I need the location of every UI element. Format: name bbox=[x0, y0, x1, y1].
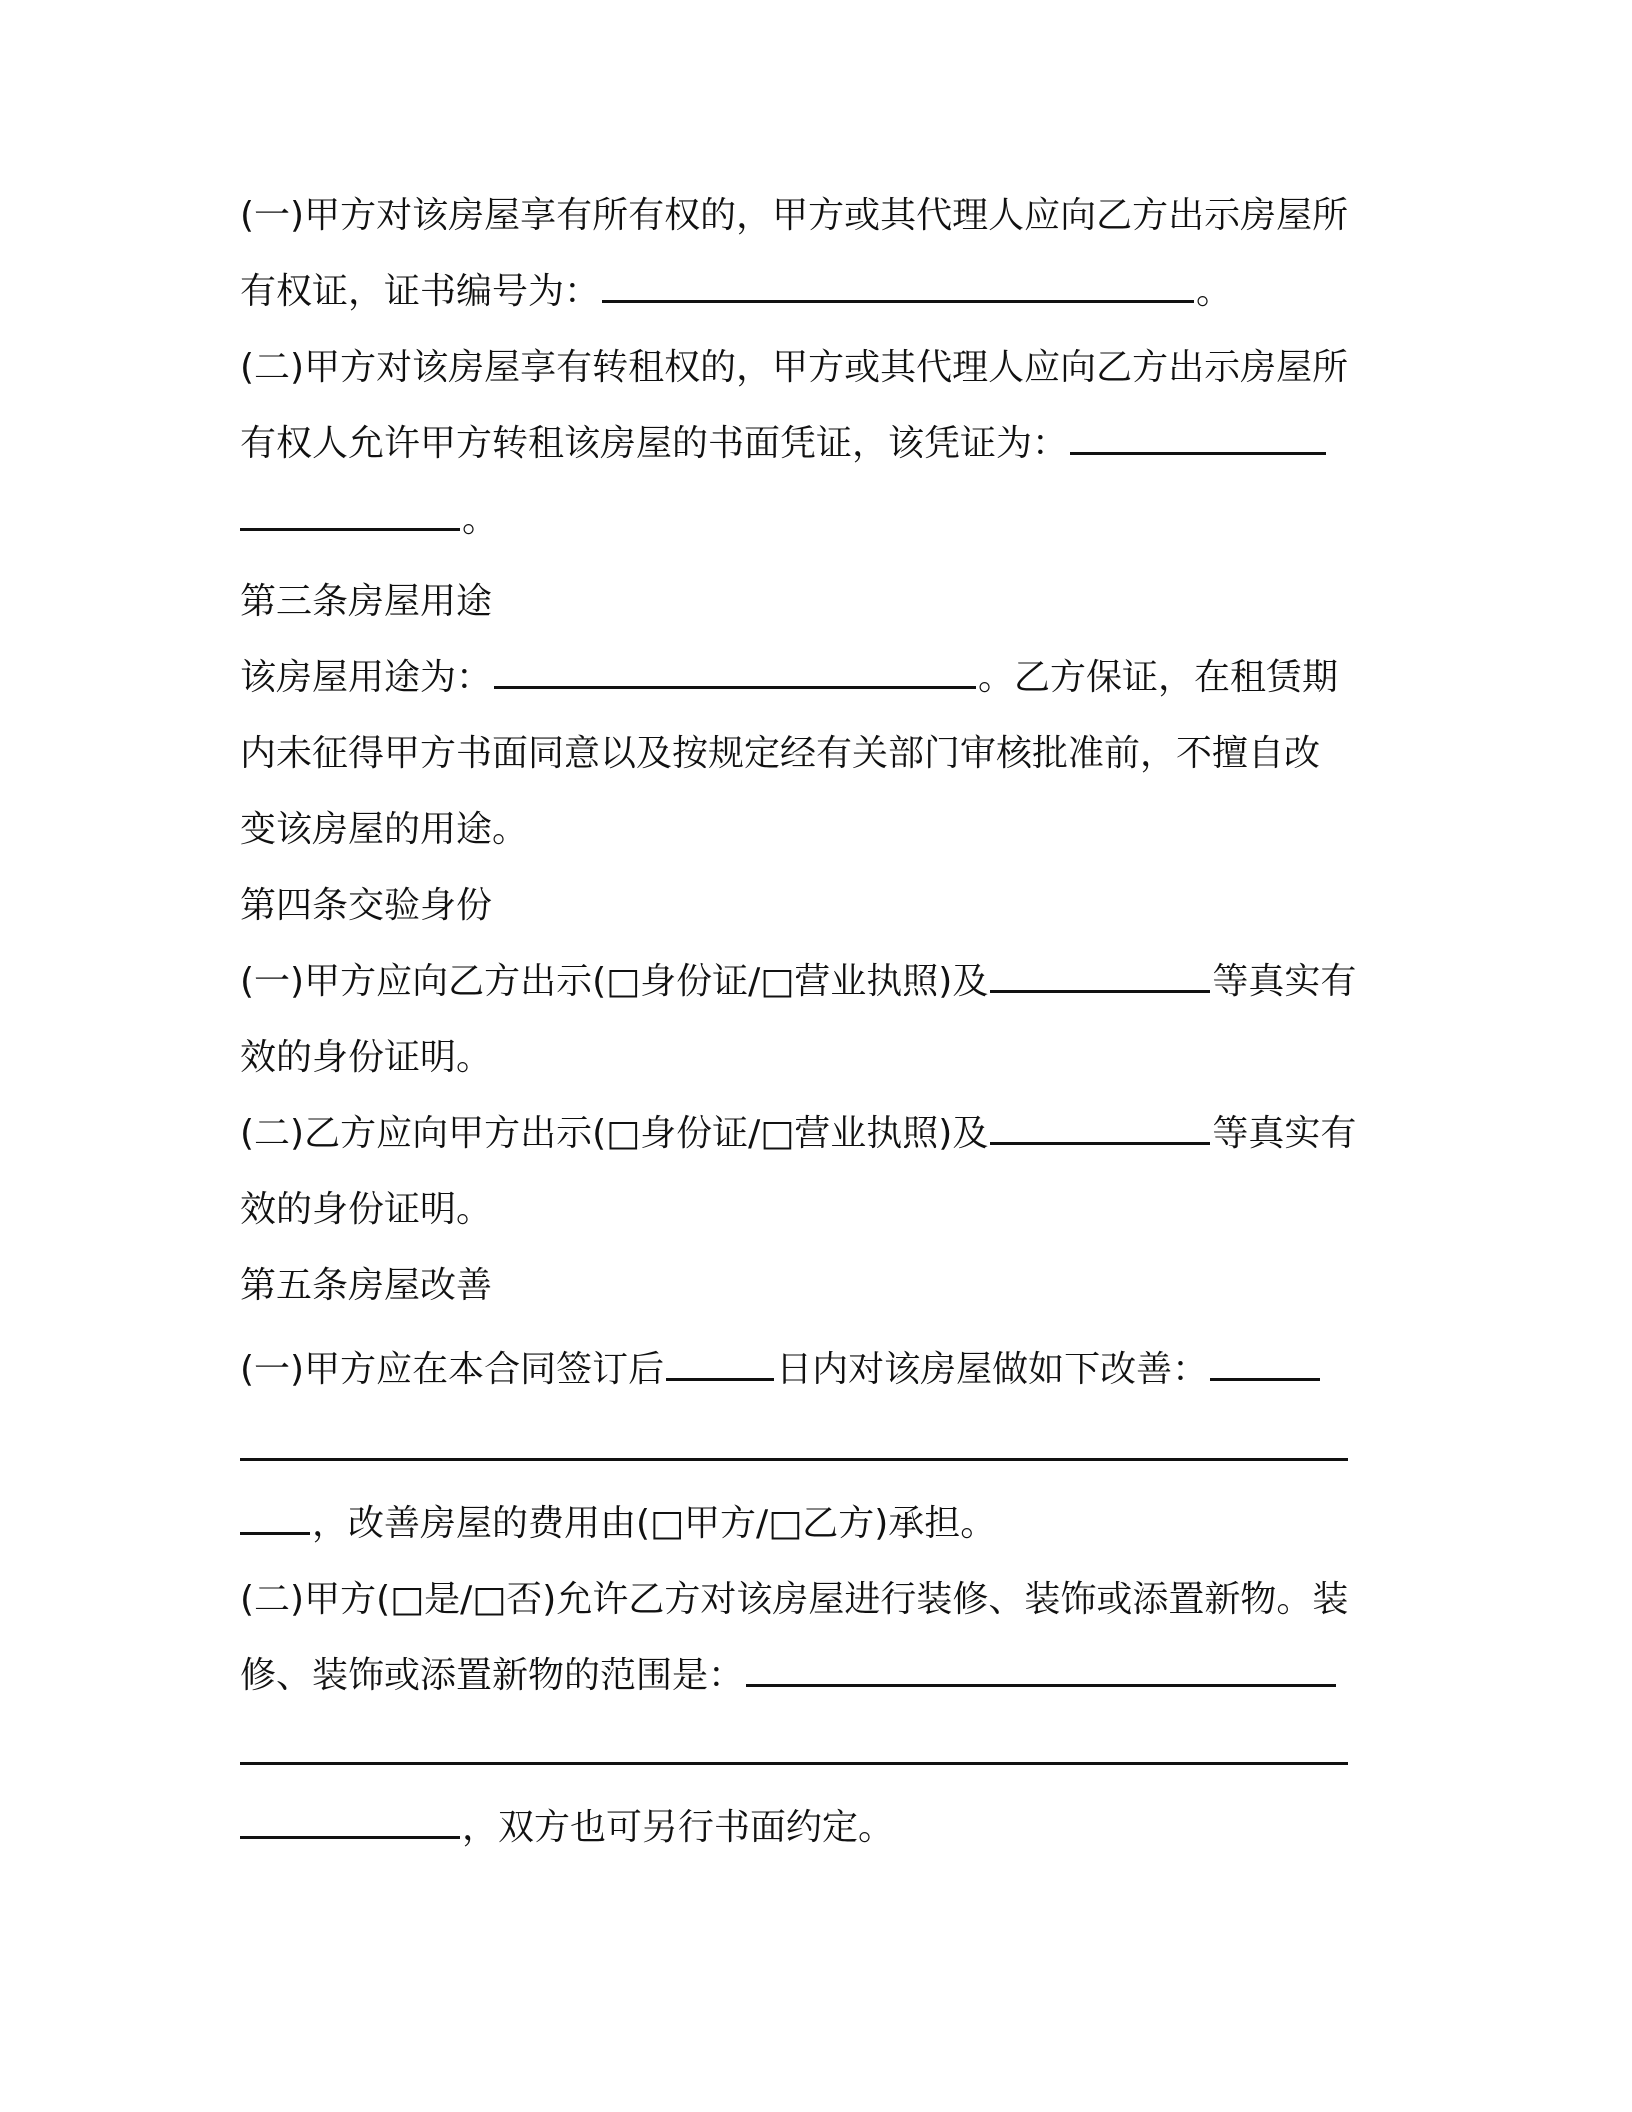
clause-text-line bbox=[240, 1340, 1322, 1400]
decoration-scope-blank-cont[interactable] bbox=[240, 1762, 1348, 1765]
text: (二)甲方(□是/□否)允许乙方对该房屋进行装修、装饰或添置新物。装 bbox=[240, 1579, 1349, 1620]
text: 修、装饰或添置新物的范围是： bbox=[240, 1655, 745, 1696]
certificate-number-blank[interactable] bbox=[602, 262, 1194, 303]
article-heading bbox=[240, 1256, 492, 1316]
tenant-id-other-blank[interactable] bbox=[990, 1104, 1210, 1145]
clause-text-line bbox=[240, 1180, 492, 1240]
improvement-items-blank-end[interactable] bbox=[240, 1494, 310, 1535]
text: 第三条房屋用途 bbox=[240, 581, 493, 622]
article-heading bbox=[240, 876, 492, 936]
text: (一)甲方对该房屋享有所有权的，甲方或其代理人应向乙方出示房屋所 bbox=[240, 195, 1349, 236]
text: 等真实有 bbox=[1212, 961, 1357, 1002]
text: 。 bbox=[1196, 271, 1233, 312]
sublease-voucher-blank[interactable] bbox=[1070, 414, 1326, 455]
landlord-id-other-blank[interactable] bbox=[990, 952, 1210, 993]
clause-text-line bbox=[240, 1570, 1348, 1630]
sublease-voucher-blank-cont[interactable] bbox=[240, 490, 460, 531]
text: 第四条交验身份 bbox=[240, 885, 493, 926]
text: 效的身份证明。 bbox=[240, 1037, 493, 1078]
text: 有权人允许甲方转租该房屋的书面凭证，该凭证为： bbox=[240, 423, 1069, 464]
text: 日内对该房屋做如下改善： bbox=[776, 1349, 1209, 1390]
clause-text-line bbox=[240, 186, 1348, 246]
text: 该房屋用途为： bbox=[240, 657, 493, 698]
text: 。乙方保证，在租赁期 bbox=[978, 657, 1339, 698]
clause-text-line bbox=[240, 648, 1338, 708]
text: (二)乙方应向甲方出示(□身份证/□营业执照)及 bbox=[240, 1113, 989, 1154]
decoration-scope-blank-end[interactable] bbox=[240, 1798, 460, 1839]
text: 第五条房屋改善 bbox=[240, 1265, 493, 1306]
text: ，双方也可另行书面约定。 bbox=[462, 1807, 895, 1848]
text: (一)甲方应向乙方出示(□身份证/□营业执照)及 bbox=[240, 961, 989, 1002]
decoration-scope-blank[interactable] bbox=[746, 1646, 1336, 1687]
text: (一)甲方应在本合同签订后 bbox=[240, 1349, 665, 1390]
article-heading bbox=[240, 572, 492, 632]
clause-text-line bbox=[240, 952, 1356, 1012]
clause-text-line bbox=[240, 262, 1232, 322]
text: ，改善房屋的费用由(□甲方/□乙方)承担。 bbox=[312, 1503, 997, 1544]
text: 内未征得甲方书面同意以及按规定经有关部门审核批准前，不擅自改 bbox=[240, 733, 1321, 774]
clause-text-line bbox=[240, 724, 1320, 784]
clause-text-line bbox=[240, 1028, 492, 1088]
house-use-blank[interactable] bbox=[494, 648, 976, 689]
text: 。 bbox=[462, 499, 499, 540]
clause-text-line bbox=[240, 1104, 1356, 1164]
clause-text-line bbox=[240, 1798, 894, 1858]
improvement-items-blank[interactable] bbox=[1210, 1340, 1320, 1381]
text: 等真实有 bbox=[1212, 1113, 1357, 1154]
clause-text-line bbox=[240, 1494, 996, 1554]
text: 变该房屋的用途。 bbox=[240, 809, 529, 850]
text: (二)甲方对该房屋享有转租权的，甲方或其代理人应向乙方出示房屋所 bbox=[240, 347, 1349, 388]
clause-text-line bbox=[240, 1646, 1338, 1706]
clause-text-line bbox=[240, 490, 498, 550]
clause-text-line bbox=[240, 414, 1328, 474]
clause-text-line bbox=[240, 338, 1348, 398]
clause-text-line bbox=[240, 800, 528, 860]
improvement-items-blank-cont[interactable] bbox=[240, 1458, 1348, 1461]
text: 效的身份证明。 bbox=[240, 1189, 493, 1230]
text: 有权证，证书编号为： bbox=[240, 271, 601, 312]
improvement-days-blank[interactable] bbox=[666, 1340, 774, 1381]
